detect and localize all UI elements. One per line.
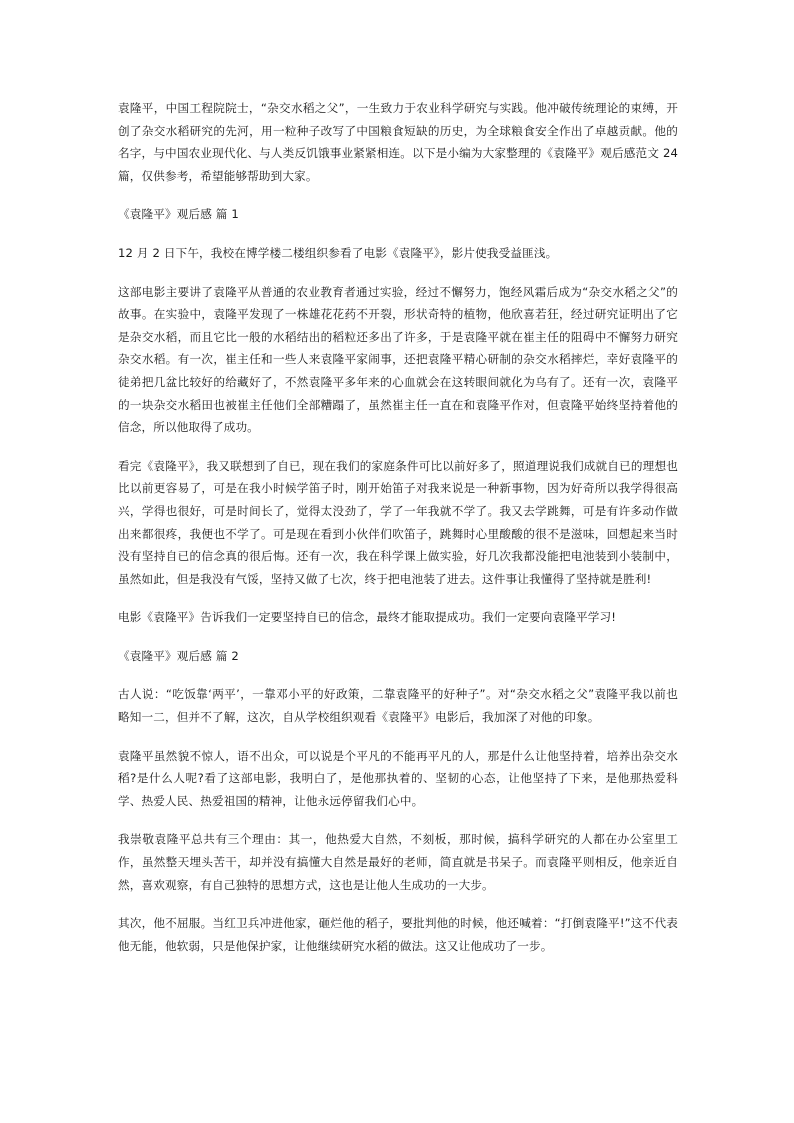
section-2-paragraph-2: 袁隆平虽然貌不惊人，语不出众，可以说是个平凡的不能再平凡的人，那是什么让他坚持着，培养出杂交水稻?是什么人呢?看了这部电影，我明白了，是他那执着的、坚韧的心态，让他坚持了下来，是他那热爱科学、热爱人民、热爱祖国的精神，让他永远停留我们心中。 bbox=[118, 748, 678, 808]
section-2-paragraph-4: 其次，他不屈服。当红卫兵冲进他家，砸烂他的稻子，要批判他的时候，他还喊着：“打倒袁隆平!”这不代表他无能，他软弱，只是他保护家，让他继续研究水稻的做法。这又让他成功了一步。 bbox=[118, 916, 678, 953]
section-1-paragraph-1: 12 月 2 日下午，我校在博学楼二楼组织参看了电影《袁隆平》，影片使我受益匪浅。 bbox=[118, 245, 558, 260]
section-2-paragraph-1: 古人说：“吃饭靠‘两平’，一靠邓小平的好政策，二靠袁隆平的好种子”。对“杂交水稻之父”袁隆平我以前也略知一二，但并不了解，这次，自从学校组织观看《袁隆平》电影后，我加深了对他的印象。 bbox=[118, 687, 678, 725]
document-page bbox=[118, 97, 678, 957]
intro-paragraph: 袁隆平，中国工程院院士，“杂交水稻之父”，一生致力于农业科学研究与实践。他冲破传统理论的束缚，开创了杂交水稻研究的先河，用一粒种子改写了中国粮食短缺的历史，为全球粮食安全作出了卓越贡献。他的名字，与中国农业现代化、与人类反饥饿事业紧紧相连。以下是小编为大家整理的《袁隆平》观后感范文 24 篇，仅供参考，希望能够帮助到大家。 bbox=[118, 101, 678, 183]
section-1-paragraph-2: 这部电影主要讲了袁隆平从普通的农业教育者通过实验，经过不懈努力，饱经风霜后成为“杂交水稻之父”的故事。在实验中，袁隆平发现了一株雄花花药不开裂，形状奇特的植物，他欣喜若狂，经过研究证明出了它是杂交水稻，而且它比一般的水稻结出的稻粒还多出了许多，于是袁隆平就在崔主任的阻碍中不懈努力研究杂交水稻。有一次，崔主任和一些人来袁隆平家闹事，还把袁隆平精心研制的杂交水稻摔烂，幸好袁隆平的徒弟把几盆比较好的给藏好了，不然袁隆平多年来的心血就会在这转眼间就化为乌有了。还有一次，袁隆平的一块杂交水稻田也被崔主任他们全部糟蹋了，虽然崔主任一直在和袁隆平作对，但袁隆平始终坚持着他的信念，所以他取得了成功。 bbox=[118, 284, 678, 435]
section-1-paragraph-4: 电影《袁隆平》告诉我们一定要坚持自已的信念，最终才能取提成功。我们一定要向袁隆平学习! bbox=[118, 610, 617, 625]
section-2-heading: 《袁隆平》观后感 篇 2 bbox=[118, 648, 239, 663]
section-1-paragraph-3: 看完《袁隆平》，我又联想到了自已，现在我们的家庭条件可比以前好多了，照道理说我们成就自已的理想也比以前更容易了，可是在我小时候学笛子时，刚开始笛子对我来说是一种新事物，因为好奇所以我学得很高兴，学得也很好，可是时间长了，觉得太没劲了，学了一年我就不学了。我又去学跳舞，可是有许多动作做出来都很疼，我便也不学了。可是现在看到小伙伴们吹笛子，跳舞时心里酸酸的很不是滋味，回想起来当时没有坚持自已的信念真的很后悔。还有一次，我在科学课上做实验，好几次我都没能把电池装到小装制中，虽然如此，但是我没有气馁，坚持又做了七次，终于把电池装了进去。这件事让我懂得了坚持就是胜利! bbox=[118, 458, 678, 586]
section-1-heading: 《袁隆平》观后感 篇 1 bbox=[118, 207, 239, 222]
section-2-paragraph-3: 我崇敬袁隆平总共有三个理由：其一，他热爱大自然，不刻板，那时候，搞科学研究的人都在办公室里工作，虽然整天埋头苦干，却并没有搞懂大自然是最好的老师，简直就是书呆子。而袁隆平则相反，他亲近自然，喜欢观察，有自己独特的思想方式，这也是让他人生成功的一大步。 bbox=[118, 832, 678, 892]
